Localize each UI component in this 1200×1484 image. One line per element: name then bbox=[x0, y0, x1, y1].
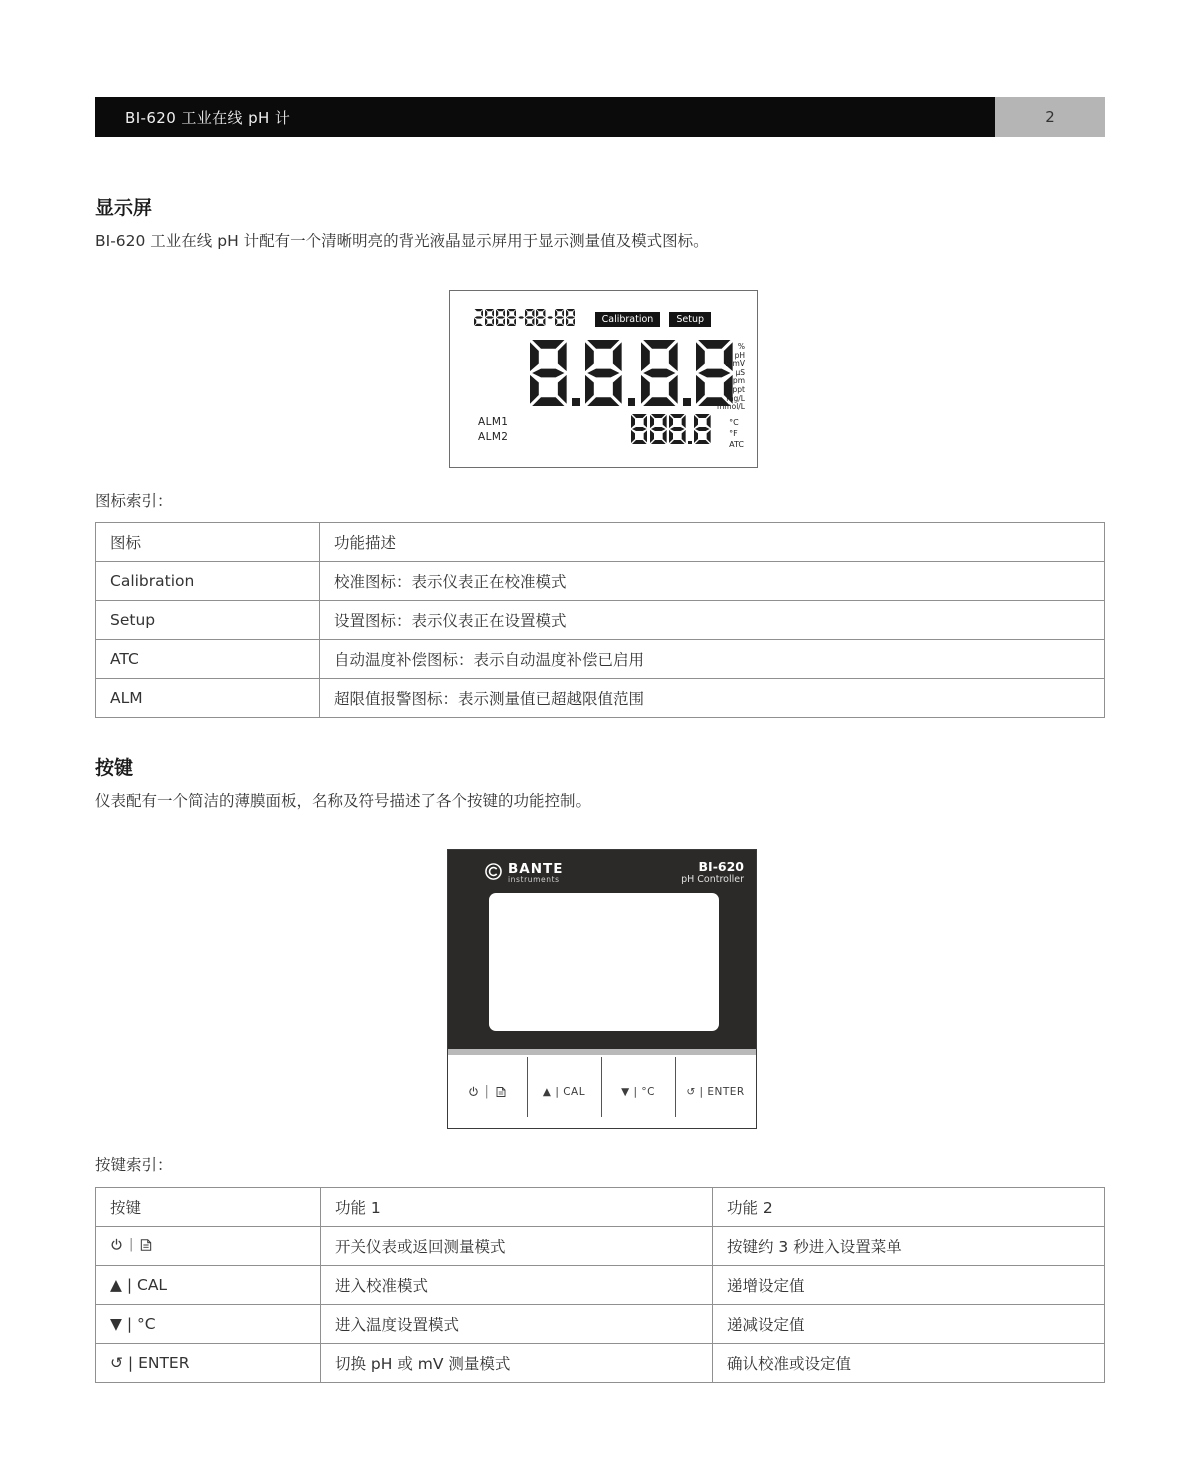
brand-subtitle: instruments bbox=[508, 875, 560, 884]
icon-table-cell: 图标 bbox=[96, 523, 320, 562]
icon-table-body bbox=[96, 523, 1105, 718]
icon-table-cell: 超限值报警图标：表示测量值已超越限值范围 bbox=[320, 679, 1105, 718]
lcd-temp-unit-label: ATC bbox=[729, 440, 744, 449]
lcd-unit-label: ppm bbox=[728, 376, 745, 386]
segment-digit-8 bbox=[631, 414, 648, 444]
lcd-temp-unit-labels bbox=[729, 417, 744, 450]
segment-digit-8 bbox=[485, 309, 494, 326]
document-icon bbox=[495, 1086, 507, 1098]
lcd-unit-label: mg/L bbox=[726, 393, 745, 403]
key-table-row bbox=[96, 1266, 1105, 1305]
keypad-faceplate bbox=[448, 850, 756, 1049]
icon-table-cell: 自动温度补偿图标：表示自动温度补偿已启用 bbox=[320, 640, 1105, 679]
page-number: 2 bbox=[1045, 108, 1055, 126]
page-header-title: BI-620 工业在线 pH 计 bbox=[125, 108, 291, 127]
key-table-cell: 进入校准模式 bbox=[321, 1266, 713, 1305]
icon-table-cell: 设置图标：表示仪表正在设置模式 bbox=[320, 601, 1105, 640]
segment-digit-8 bbox=[669, 414, 686, 444]
key-table-body bbox=[96, 1188, 1105, 1383]
segment-decimal-point bbox=[683, 398, 691, 406]
icon-table-row bbox=[96, 562, 1105, 601]
key-separator: | bbox=[129, 1237, 134, 1252]
lcd-temp-unit-label: °C bbox=[729, 418, 739, 427]
keys-description: 仪表配有一个简洁的薄膜面板，名称及符号描述了各个按键的功能控制。 bbox=[95, 792, 592, 810]
brand-block bbox=[484, 862, 563, 885]
lcd-unit-labels bbox=[717, 343, 745, 412]
icon-table-row bbox=[96, 640, 1105, 679]
lcd-temp-digits bbox=[631, 414, 711, 448]
power-icon bbox=[468, 1086, 479, 1097]
segment-digit-8 bbox=[525, 309, 534, 326]
key-table-key-cell: ↺ | ENTER bbox=[96, 1344, 321, 1383]
display-description: BI-620 工业在线 pH 计配有一个清晰明亮的背光液晶显示屏用于显示测量值及模式图标。 bbox=[95, 232, 709, 250]
segment-digit-8 bbox=[496, 309, 505, 326]
key-separator: | bbox=[484, 1084, 490, 1099]
segment-decimal-point bbox=[628, 398, 636, 406]
lcd-display-figure bbox=[449, 290, 758, 468]
lcd-unit-label: mmol/L bbox=[717, 402, 745, 412]
key-table-cell: 进入温度设置模式 bbox=[321, 1305, 713, 1344]
lcd-badge-setup: Setup bbox=[669, 312, 711, 327]
panel-key-1 bbox=[448, 1055, 527, 1128]
segment-digit-- bbox=[518, 309, 524, 326]
key-table-key-cell: ▲ | CAL bbox=[96, 1266, 321, 1305]
segment-digit-8 bbox=[650, 414, 667, 444]
segment-decimal-point bbox=[572, 398, 580, 406]
keypad-key-row bbox=[448, 1055, 756, 1128]
icon-table-cell: 功能描述 bbox=[320, 523, 1105, 562]
power-icon bbox=[110, 1238, 123, 1251]
segment-digit-8 bbox=[536, 309, 545, 326]
lcd-alarm-label: ALM2 bbox=[478, 431, 509, 443]
model-subtitle: pH Controller bbox=[681, 874, 744, 885]
segment-digit-- bbox=[547, 309, 553, 326]
key-table-header-cell: 功能 1 bbox=[321, 1188, 713, 1227]
key-table-cell: 递减设定值 bbox=[713, 1305, 1105, 1344]
icon-table-cell: Setup bbox=[96, 601, 320, 640]
segment-digit-8 bbox=[507, 309, 516, 326]
bante-logo-icon bbox=[484, 862, 503, 885]
panel-key-4: ↺ | ENTER bbox=[686, 1085, 745, 1098]
key-table-row bbox=[96, 1344, 1105, 1383]
segment-digit-8 bbox=[694, 414, 711, 444]
icon-index-table bbox=[95, 522, 1105, 718]
key-table-row bbox=[96, 1227, 1105, 1266]
icon-table-cell: ATC bbox=[96, 640, 320, 679]
segment-digit-8 bbox=[641, 340, 678, 406]
key-table-cell: 按键约 3 秒进入设置菜单 bbox=[713, 1227, 1105, 1266]
lcd-alarm-label: ALM1 bbox=[478, 416, 509, 428]
key-index-label: 按键索引： bbox=[95, 1156, 173, 1174]
segment-digit-2 bbox=[474, 309, 483, 326]
key-table-cell: 开关仪表或返回测量模式 bbox=[321, 1227, 713, 1266]
document-icon bbox=[139, 1238, 153, 1252]
key-table-cell: 确认校准或设定值 bbox=[713, 1344, 1105, 1383]
lcd-alarm-labels bbox=[478, 415, 508, 445]
lcd-unit-label: µS bbox=[735, 367, 745, 377]
lcd-date-digits bbox=[474, 309, 575, 330]
lcd-main-digits bbox=[530, 340, 733, 410]
brand-name: BANTE bbox=[508, 861, 564, 877]
segment-digit-8 bbox=[555, 309, 564, 326]
lcd-unit-label: ppt bbox=[732, 384, 745, 394]
power-file-key bbox=[110, 1237, 153, 1252]
panel-key-3: ▼ | °C bbox=[621, 1085, 655, 1098]
key-divider bbox=[675, 1057, 676, 1117]
key-table-header-row bbox=[96, 1188, 1105, 1227]
panel-key-2: ▲ | CAL bbox=[542, 1085, 586, 1098]
key-table-row bbox=[96, 1305, 1105, 1344]
key-table-header-cell: 按键 bbox=[96, 1188, 321, 1227]
icon-table-row bbox=[96, 679, 1105, 718]
icon-table-cell: Calibration bbox=[96, 562, 320, 601]
key-table-cell: 递增设定值 bbox=[713, 1266, 1105, 1305]
lcd-mode-badges bbox=[595, 312, 711, 327]
model-name: BI-620 bbox=[698, 859, 744, 874]
key-table-key-cell: ▼ | °C bbox=[96, 1305, 321, 1344]
page-header-bar bbox=[95, 97, 1105, 137]
icon-table-cell: 校准图标：表示仪表正在校准模式 bbox=[320, 562, 1105, 601]
section-title-keys: 按键 bbox=[95, 757, 134, 779]
segment-digit-8 bbox=[530, 340, 567, 406]
lcd-unit-label: R.mV bbox=[725, 359, 745, 369]
section-title-display: 显示屏 bbox=[95, 197, 153, 219]
keypad-lcd-window bbox=[489, 893, 719, 1031]
key-table-key-cell bbox=[96, 1227, 321, 1266]
key-table-cell: 切换 pH 或 mV 测量模式 bbox=[321, 1344, 713, 1383]
lcd-temp-unit-label: °F bbox=[729, 429, 738, 438]
key-divider bbox=[601, 1057, 602, 1117]
power-file-key bbox=[468, 1084, 508, 1099]
page-number-box bbox=[995, 97, 1105, 137]
icon-table-row bbox=[96, 601, 1105, 640]
lcd-unit-label: pH bbox=[734, 350, 745, 360]
key-divider bbox=[527, 1057, 528, 1117]
key-index-table bbox=[95, 1187, 1105, 1383]
model-block bbox=[681, 860, 744, 886]
icon-table-cell: ALM bbox=[96, 679, 320, 718]
key-table-header-cell: 功能 2 bbox=[713, 1188, 1105, 1227]
icon-table-header-row bbox=[96, 523, 1105, 562]
lcd-unit-label: % bbox=[737, 342, 745, 351]
keypad-panel-figure bbox=[447, 849, 757, 1129]
segment-digit-8 bbox=[585, 340, 622, 406]
icon-index-label: 图标索引： bbox=[95, 492, 173, 510]
lcd-badge-calibration: Calibration bbox=[595, 312, 661, 327]
segment-digit-8 bbox=[566, 309, 575, 326]
segment-decimal-point bbox=[688, 441, 691, 444]
